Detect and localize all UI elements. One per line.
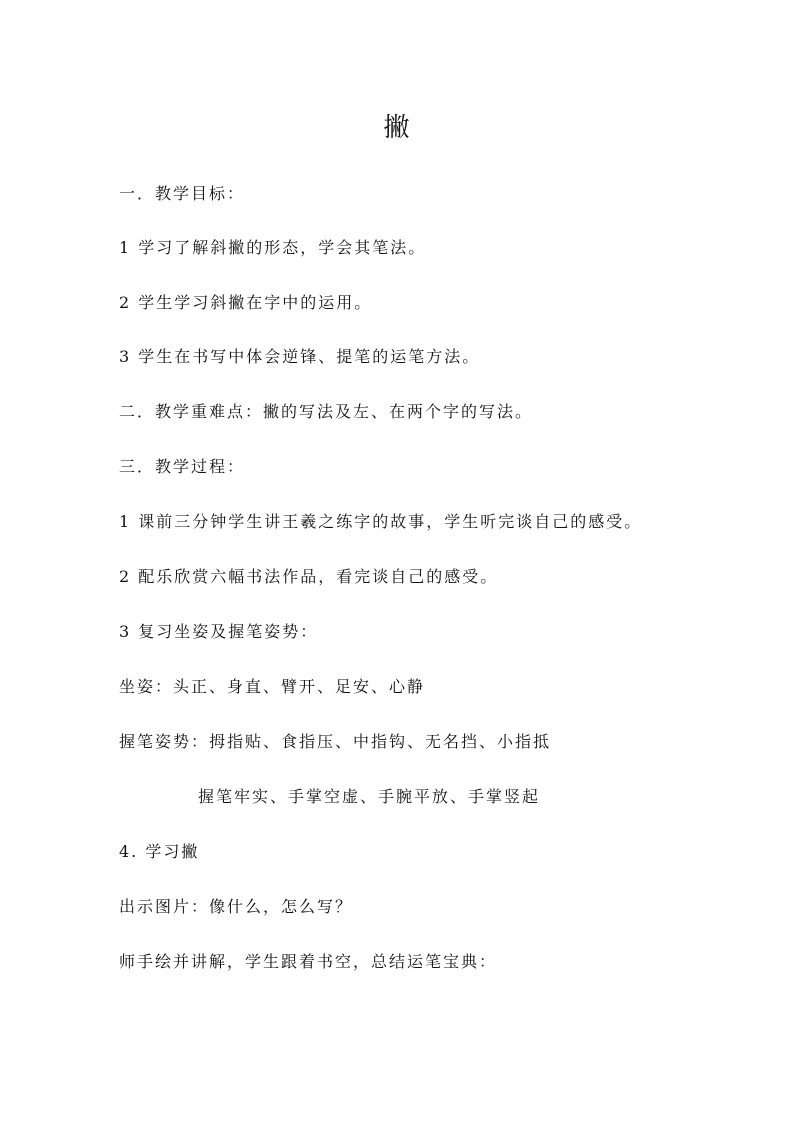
section-heading-key-points: 二．教学重难点：撇的写法及左、在两个字的写法。 bbox=[119, 402, 534, 421]
process-item-1: 1 课前三分钟学生讲王羲之练字的故事，学生听完谈自己的感受。 bbox=[119, 512, 643, 531]
goal-item-3: 3 学生在书写中体会逆锋、提笔的运笔方法。 bbox=[119, 347, 481, 366]
process-item-2: 2 配乐欣赏六幅书法作品，看完谈自己的感受。 bbox=[119, 567, 499, 586]
section-heading-process: 三．教学过程： bbox=[119, 457, 246, 476]
section-heading-goals: 一．教学目标： bbox=[119, 184, 246, 203]
page-title: 撇 bbox=[383, 113, 411, 143]
goal-item-2: 2 学生学习斜撇在字中的运用。 bbox=[119, 293, 373, 312]
pen-holding-posture: 握笔姿势：拇指贴、食指压、中指钩、无名挡、小指抵 bbox=[119, 732, 552, 751]
process-item-3: 3 复习坐姿及握笔姿势： bbox=[119, 622, 319, 641]
sitting-posture: 坐姿：头正、身直、臂开、足安、心静 bbox=[119, 677, 426, 696]
teacher-explain-line: 师手绘并讲解，学生跟着书空，总结运笔宝典： bbox=[119, 952, 498, 971]
show-picture-line: 出示图片：像什么，怎么写？ bbox=[119, 897, 354, 916]
goal-item-1: 1 学习了解斜撇的形态，学会其笔法。 bbox=[119, 238, 427, 257]
pen-holding-posture-cont: 握笔牢实、手掌空虚、手腕平放、手掌竖起 bbox=[198, 787, 541, 806]
process-item-4: 4. 学习撇 bbox=[119, 842, 200, 861]
